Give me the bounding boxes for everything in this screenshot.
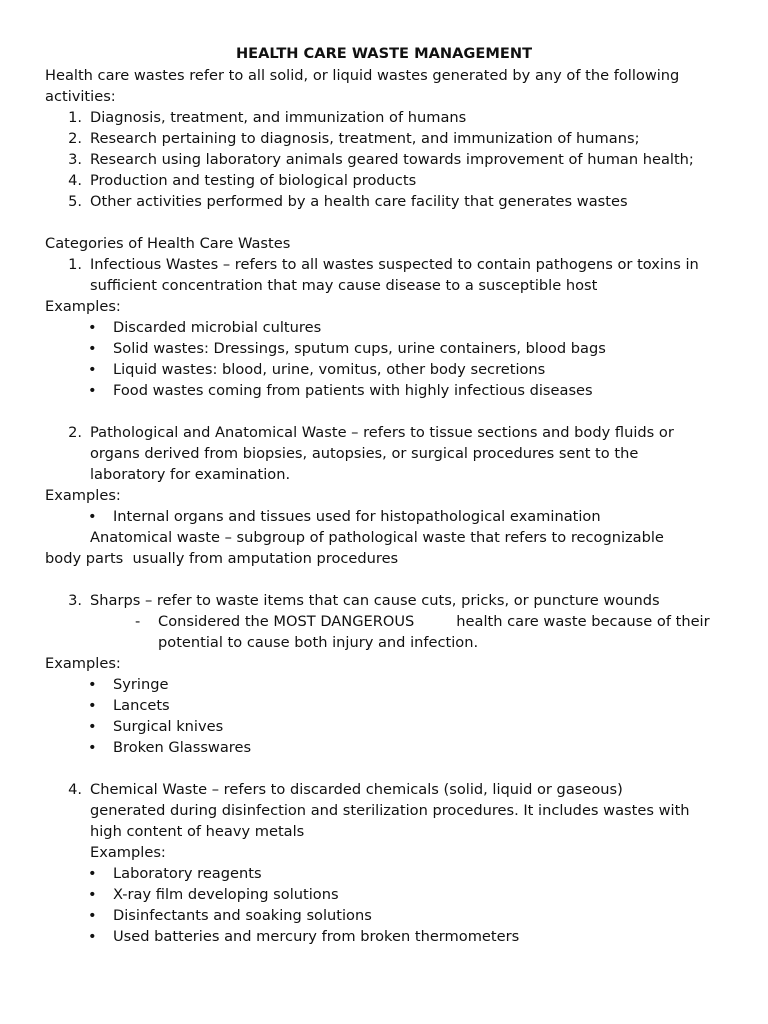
bullet-icon: •	[88, 508, 97, 525]
chemical-definition-line-3: high content of heavy metals	[90, 823, 305, 840]
intro-item-number: 5.	[68, 193, 82, 210]
example-item: Laboratory reagents	[113, 865, 262, 882]
page-title: HEALTH CARE WASTE MANAGEMENT	[235, 45, 533, 62]
intro-item-number: 4.	[68, 172, 82, 189]
intro-item: Research pertaining to diagnosis, treatment, and immunization of humans;	[90, 130, 640, 147]
infectious-definition-line-2: sufficient concentration that may cause disease to a susceptible host	[90, 277, 598, 294]
example-item: Internal organs and tissues used for histopathological examination	[113, 508, 601, 525]
intro-item: Diagnosis, treatment, and immunization of humans	[90, 109, 467, 126]
chemical-definition-line-2: generated during disinfection and sterilization procedures. It includes wastes with	[90, 802, 690, 819]
sharps-note-part-1: Considered the MOST DANGEROUS	[158, 613, 415, 630]
bullet-icon: •	[88, 319, 97, 336]
examples-label: Examples:	[90, 844, 166, 861]
bullet-icon: •	[88, 865, 97, 882]
infectious-definition-line-1: Infectious Wastes – refers to all wastes suspected to contain pathogens or toxins in	[90, 256, 699, 273]
example-item: Lancets	[113, 697, 170, 714]
dash-marker: -	[135, 613, 141, 630]
pathological-definition-line-3: laboratory for examination.	[90, 466, 291, 483]
example-item: Syringe	[113, 676, 169, 693]
examples-label: Examples:	[45, 655, 121, 672]
bullet-icon: •	[88, 361, 97, 378]
bullet-icon: •	[88, 928, 97, 945]
intro-item: Research using laboratory animals geared towards improvement of human health;	[90, 151, 694, 168]
category-number: 4.	[68, 781, 82, 798]
examples-label: Examples:	[45, 487, 121, 504]
sharps-note-line-2: potential to cause both injury and infection.	[158, 634, 479, 651]
anatomical-waste-line-2: body parts usually from amputation procedures	[45, 550, 399, 567]
sharps-note-line-1	[158, 612, 710, 633]
sharps-definition: Sharps – refer to waste items that can cause cuts, pricks, or puncture wounds	[90, 592, 660, 609]
example-item: Surgical knives	[113, 718, 224, 735]
intro-item-number: 1.	[68, 109, 82, 126]
intro-item-number: 2.	[68, 130, 82, 147]
bullet-icon: •	[88, 382, 97, 399]
examples-label: Examples:	[45, 298, 121, 315]
bullet-icon: •	[88, 718, 97, 735]
bullet-icon: •	[88, 739, 97, 756]
chemical-definition-line-1: Chemical Waste – refers to discarded chemicals (solid, liquid or gaseous)	[90, 781, 623, 798]
intro-item-number: 3.	[68, 151, 82, 168]
example-item: X-ray film developing solutions	[113, 886, 339, 903]
pathological-definition-line-1: Pathological and Anatomical Waste – refers to tissue sections and body fluids or	[90, 424, 674, 441]
intro-line-1: Health care wastes refer to all solid, or liquid wastes generated by any of the following	[45, 67, 680, 84]
example-item: Broken Glasswares	[113, 739, 252, 756]
anatomical-waste-line-1: Anatomical waste – subgroup of pathological waste that refers to recognizable	[90, 529, 664, 546]
category-number: 1.	[68, 256, 82, 273]
bullet-icon: •	[88, 340, 97, 357]
intro-line-2: activities:	[45, 88, 116, 105]
category-number: 3.	[68, 592, 82, 609]
example-item: Disinfectants and soaking solutions	[113, 907, 372, 924]
categories-heading: Categories of Health Care Wastes	[45, 235, 291, 252]
category-number: 2.	[68, 424, 82, 441]
example-item: Liquid wastes: blood, urine, vomitus, other body secretions	[113, 361, 546, 378]
bullet-icon: •	[88, 907, 97, 924]
pathological-definition-line-2: organs derived from biopsies, autopsies, or surgical procedures sent to the	[90, 445, 639, 462]
intro-item: Other activities performed by a health care facility that generates wastes	[90, 193, 628, 210]
bullet-icon: •	[88, 697, 97, 714]
bullet-icon: •	[88, 676, 97, 693]
bullet-icon: •	[88, 886, 97, 903]
example-item: Used batteries and mercury from broken thermometers	[113, 928, 520, 945]
sharps-note-part-2: health care waste because of their	[456, 613, 710, 630]
example-item: Food wastes coming from patients with highly infectious diseases	[113, 382, 593, 399]
example-item: Solid wastes: Dressings, sputum cups, urine containers, blood bags	[113, 340, 606, 357]
example-item: Discarded microbial cultures	[113, 319, 322, 336]
intro-item: Production and testing of biological products	[90, 172, 417, 189]
